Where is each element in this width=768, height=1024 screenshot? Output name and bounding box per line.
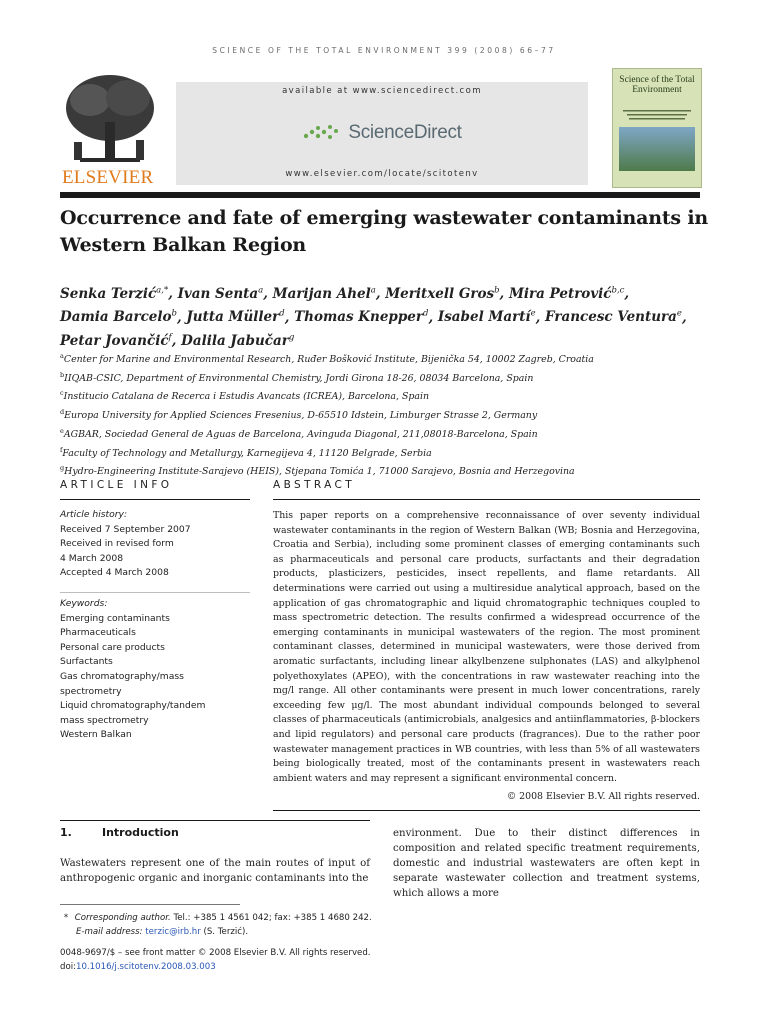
affiliation-key: b xyxy=(60,370,65,379)
article-info-rule xyxy=(60,499,250,500)
section-number: 1. xyxy=(60,826,72,839)
article-history-label: Article history: xyxy=(60,509,128,520)
affiliation-list xyxy=(60,349,720,480)
keywords-label: Keywords: xyxy=(60,598,108,609)
author-affiliation-marker: b,c xyxy=(611,285,625,295)
affiliation-text: Hydro-Engineering Institute-Sarajevo (HEIS), Stjepana Tomića 1, 71000 Sarajevo, Bosnia and Herzegovina xyxy=(64,466,575,478)
author xyxy=(509,286,624,302)
keyword: Liquid chromatography/tandem xyxy=(60,700,206,712)
author-name: Meritxell Gros xyxy=(385,285,495,302)
article-title: Occurrence and fate of emerging wastewater contaminants in Western Balkan Region xyxy=(60,207,708,256)
email-suffix: (S. Terzić). xyxy=(203,926,249,937)
issn-line: 0048-9697/$ – see front matter © 2008 Elsevier B.V. All rights reserved. xyxy=(60,948,371,958)
article-history xyxy=(60,508,260,581)
affiliation xyxy=(60,386,720,405)
author-affiliation-marker: f xyxy=(168,332,172,342)
doi-prefix: doi: xyxy=(60,961,76,972)
affiliation-text: Center for Marine and Environmental Research, Ruđer Bošković Institute, Bijenička 54, 10002 Zagreb, Croatia xyxy=(63,354,594,366)
author xyxy=(545,309,682,325)
keyword: Gas chromatography/mass xyxy=(60,670,184,682)
email-link[interactable]: terzic@irb.hr xyxy=(145,926,201,937)
abstract-heading: ABSTRACT xyxy=(273,479,356,491)
journal-cover-title: Science of the Total Environment xyxy=(619,75,695,95)
introduction-heading xyxy=(60,826,179,839)
author-name: Petar Jovančić xyxy=(60,332,169,349)
author xyxy=(186,309,284,325)
intro-right-column: environment. Due to their distinct differences in composition and related specific treatment requirements, domestic and industrial wastewaters are often kept in separate wastewater collection and treatment systems, which allows a more xyxy=(393,828,700,899)
footnote-rule xyxy=(60,904,240,905)
front-matter-meta xyxy=(60,947,440,974)
author-affiliation-marker: d xyxy=(279,308,285,319)
affiliation-text: AGBAR, Sociedad General de Aguas de Barcelona, Avinguda Diagonal, 211,08018-Barcelona, Spain xyxy=(63,429,538,440)
available-at-text: available at www.sciencedirect.com xyxy=(282,86,482,96)
affiliation-key: a xyxy=(60,352,64,360)
affiliation xyxy=(60,461,720,480)
affiliation xyxy=(60,368,720,387)
affiliation xyxy=(60,424,720,443)
keyword: mass spectrometry xyxy=(60,714,149,726)
author-affiliation-marker: a xyxy=(370,285,376,295)
header-rule xyxy=(60,192,700,198)
article-info-heading: ARTICLE INFO xyxy=(60,479,173,491)
affiliation xyxy=(60,349,720,368)
author-affiliation-marker: a,* xyxy=(156,285,169,295)
affiliation-key: e xyxy=(60,426,64,435)
affiliation xyxy=(60,443,720,462)
author-affiliation-marker: d xyxy=(423,308,429,319)
intro-left-column: Wastewaters represent one of the main routes of input of anthropogenic organic and inorganic contaminants into the xyxy=(60,858,370,884)
author-name: Senka Terzić xyxy=(60,285,157,302)
author-name: Jutta Müller xyxy=(186,309,280,325)
history-item: 4 March 2008 xyxy=(60,552,124,564)
doi-link[interactable]: 10.1016/j.scitotenv.2008.03.003 xyxy=(76,961,216,972)
author-affiliation-marker: a xyxy=(258,285,264,295)
author-affiliation-marker: g xyxy=(288,332,295,342)
sciencedirect-logo xyxy=(176,118,588,148)
journal-cover xyxy=(612,68,702,188)
author xyxy=(60,286,168,302)
elsevier-locate-url: www.elsevier.com/locate/scitotenv xyxy=(285,169,479,179)
author xyxy=(294,309,428,325)
keyword: Personal care products xyxy=(60,641,165,653)
author xyxy=(385,286,499,302)
author xyxy=(181,333,294,349)
keyword: Western Balkan xyxy=(60,729,132,741)
affiliation-key: g xyxy=(60,464,65,473)
affiliation xyxy=(60,405,720,424)
author-name: Isabel Martí xyxy=(437,309,531,325)
affiliation-key: d xyxy=(60,408,65,417)
sciencedirect-wordmark: ScienceDirect xyxy=(348,122,462,143)
keywords-block xyxy=(60,597,260,743)
keyword: spectrometry xyxy=(60,685,122,697)
history-item: Accepted 4 March 2008 xyxy=(60,567,169,579)
corresponding-label: Corresponding author. xyxy=(74,913,171,923)
abstract-end-rule xyxy=(273,810,700,811)
author-list: Senka Terzić$^{a,*}$, Ivan Senta$^a$, Marijan Ahel$^a$, Meritxell Gros$^b$, Mira Petrović$^{b,c}$, Damia Barcelo$^b$, Jutta Müller$^d$, Thomas Knepper$^d$, Isabel Martí$^e$, Francesc Ventura$^e$, Petar Jovančić$^f$, Dalila Jabučar$^g$ xyxy=(60,285,687,349)
author xyxy=(60,309,177,325)
author-affiliation-marker: b xyxy=(171,308,177,319)
author xyxy=(178,286,264,302)
author-name: Marijan Ahel xyxy=(272,285,371,302)
affiliation-text: IIQAB-CSIC, Department of Environmental Chemistry, Jordi Girona 18-26, 08034 Barcelona, Spain xyxy=(64,372,534,384)
abstract-copyright: © 2008 Elsevier B.V. All rights reserved. xyxy=(506,791,700,802)
history-item: Received in revised form xyxy=(60,538,174,550)
affiliation-text: Faculty of Technology and Metallurgy, Karnegijeva 4, 11120 Belgrade, Serbia xyxy=(62,447,432,459)
intro-rule xyxy=(60,820,370,821)
affiliation-text: Institucio Catalana de Recerca i Estudis Avancats (ICREA), Barcelona, Spain xyxy=(63,391,429,403)
contact-numbers: Tel.: +385 1 4561 042; fax: +385 1 4680 242. xyxy=(173,913,372,923)
abstract-rule xyxy=(273,499,700,500)
author xyxy=(273,286,376,302)
author-affiliation-marker: e xyxy=(676,308,682,319)
elsevier-logo-text: ELSEVIER xyxy=(62,167,154,188)
journal-running-head: SCIENCE OF THE TOTAL ENVIRONMENT 399 (2008) 66–77 xyxy=(212,46,556,55)
keyword: Emerging contaminants xyxy=(60,612,170,624)
author xyxy=(438,309,536,325)
keyword: Surfactants xyxy=(60,656,113,668)
footnote-marker: * xyxy=(63,913,69,923)
keyword: Pharmaceuticals xyxy=(60,627,136,639)
corresponding-author-footnote xyxy=(60,912,440,939)
author-name: Francesc Ventura xyxy=(545,309,677,325)
author-affiliation-marker: e xyxy=(530,308,536,319)
journal-cover-image xyxy=(619,127,695,171)
sciencedirect-dots-icon xyxy=(302,122,342,144)
author-name: Mira Petrović xyxy=(508,285,612,302)
author-name: Ivan Senta xyxy=(177,285,259,302)
email-label: E-mail address: xyxy=(76,926,143,937)
history-item: Received 7 September 2007 xyxy=(60,523,191,535)
journal-cover-subtitle-lines xyxy=(619,107,695,121)
author-name: Damia Barcelo xyxy=(60,309,172,325)
author-name: Thomas Knepper xyxy=(294,309,424,325)
author-affiliation-marker: b xyxy=(494,285,500,295)
section-title: Introduction xyxy=(102,826,179,839)
author xyxy=(60,333,172,349)
affiliation-key: f xyxy=(60,445,63,454)
keywords-rule xyxy=(60,592,250,593)
abstract-text: This paper reports on a comprehensive reconnaissance of over seventy individual wastewater contaminants in the region of Western Balkan (WB; Bosnia and Herzegovina, Croatia and Serbia), including some prominent classes of emerging contaminants such as pharmaceuticals and personal care products, surfactants and their degradation products, plasticizers, pesticides, insect repellents, and flame retardants. All determinations were carried out using a multiresidue analytical approach, based on the application of gas chromatographic and liquid chromatographic techniques coupled to mass spectrometric detection. The results confirmed a widespread occurrence of the emerging contaminants in municipal wastewaters of the region. The most prominent contaminant classes, determined in municipal wastewaters, were those derived from aromatic surfactants, including linear alkylbenzene sulphonates (LAS) and alkylphenol polyethoxylates (APEO), with the concentrations in raw wastewater reaching into the mg/l range. All other contaminants were present in much lower concentrations, rarely exceeding few μg/l. The most abundant individual compounds belonged to several classes of pharmaceuticals (antimicrobials, analgesics and antiinflammatories, β-blockers and lipid regulators) and personal care products (fragrances). Due to the rather poor wastewater management practices in WB countries, with less than 5% of all wastewaters being biologically treated, most of the contaminants present in wastewaters reach ambient waters and may represent a significant environmental concern. xyxy=(273,510,700,784)
affiliation-text: Europa University for Applied Sciences Fresenius, D-65510 Idstein, Limburger Strasse 2, Germany xyxy=(64,410,538,422)
author-name: Dalila Jabučar xyxy=(181,332,289,349)
affiliation-key: c xyxy=(60,389,64,398)
